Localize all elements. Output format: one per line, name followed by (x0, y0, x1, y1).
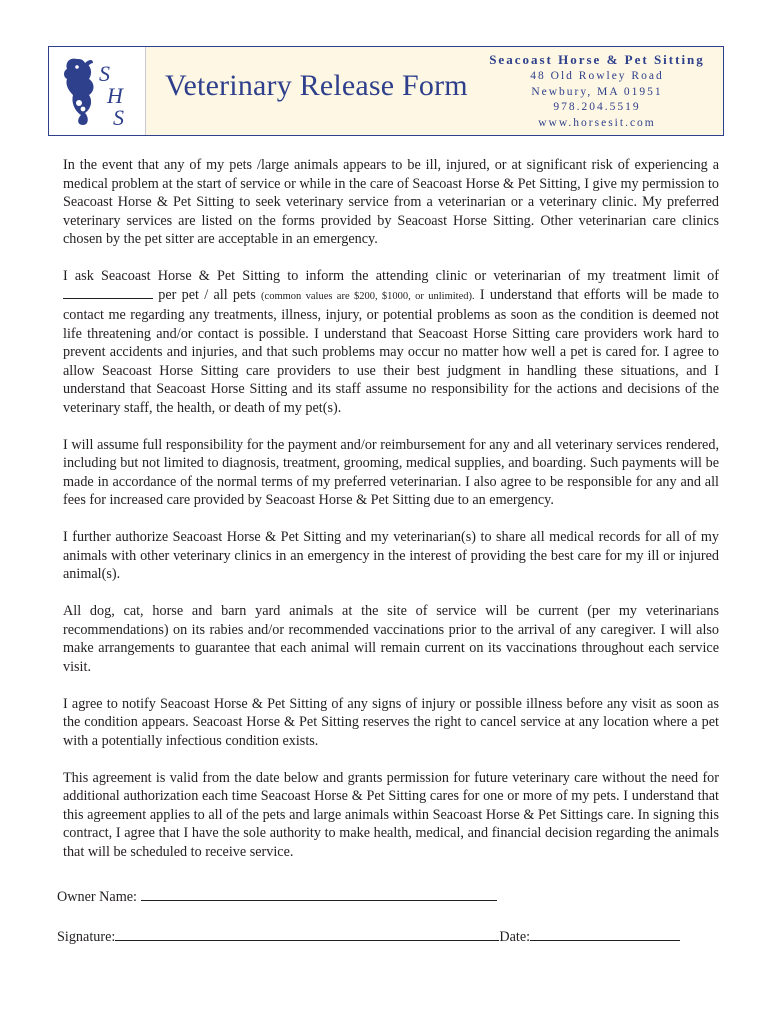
signature-row (57, 926, 680, 946)
treatment-limit-note: (common values are $200, $1000, or unlimited). (261, 290, 475, 302)
date-field[interactable] (530, 926, 680, 941)
paragraph-treatment-limit (63, 267, 719, 417)
contact-block (477, 51, 717, 131)
letterhead (48, 46, 724, 136)
phone-number: 978.204.5519 (553, 101, 641, 113)
paragraph-vaccinations: All dog, cat, horse and barn yard animals at the site of service will be current (per my veterinarians recommendations) on its rabies and/or recommended vaccinations prior to the arrival of any caregiver. I will also make arrangements to guarantee that each animal will remain current on its vaccinations throughout each service visit. (63, 603, 719, 675)
paragraph-payment: I will assume full responsibility for the payment and/or reimbursement for any and all veterinary services rendered, including but not limited to diagnosis, treatment, grooming, medical supplies, and boarding. Such payments will be made in accordance of the normal terms of my preferred veterinarian. I also agree to be responsible for any and all fees for increased care provided by Seacoast Horse & Pet Sitting due to an emergency. (63, 436, 719, 508)
website-link[interactable]: www.horsesit.com (538, 116, 656, 129)
form-body (63, 156, 719, 880)
svg-text:S: S (99, 61, 110, 86)
date-label: Date: (499, 929, 531, 945)
address-line-2: Newbury, MA 01951 (531, 85, 663, 98)
paragraph-validity: This agreement is valid from the date below and grants permission for future veterinary care without the need for additional authorization each time Seacoast Horse & Pet Sitting cares for one or more of my pets. I understand that this agreement applies to all of the pets and large animals within Seacoast Horse & Pet Sittings care. In signing this contract, I agree that I have the sole authority to make health, medical, and financial decision regarding the animals that will be scheduled to receive service. (63, 769, 719, 860)
address-line-1: 48 Old Rowley Road (530, 70, 664, 82)
owner-name-field[interactable] (141, 886, 497, 901)
paragraph-notification: I agree to notify Seacoast Horse & Pet Sitting of any signs of injury or possible illness before any visit as soon as the condition appears. Seacoast Horse & Pet Sitting reserves the right to cancel service at any location where a pet with a potentially infectious condition exists. (63, 695, 719, 749)
owner-name-row (57, 886, 497, 906)
paragraph-emergency-care: In the event that any of my pets /large animals appears to be ill, injured, or at significant risk of experiencing a medical problem at the start of service or while in the care of Seacoast Horse & Pet Sitting, I give my permission to Seacoast Horse & Pet Sitting to seek veterinary service from a veterinarian or a veterinary clinic. My preferred veterinary services are listed on the forms provided by Seacoast Horse Sitting. Other veterinarian care clinics chosen by the pet sitter are acceptable in an emergency. (63, 157, 719, 247)
treatment-limit-blank[interactable] (63, 286, 153, 299)
signature-label: Signature: (57, 929, 116, 945)
treatment-limit-rest: I understand that efforts will be made to contact me regarding any treatments, illness, injury, or potential problems as soon as the condition is deemed not life threatening and/or contact is possible. I understand that Seacoast Horse Sitting care providers work hard to prevent accidents and injuries, and that such problems may occur no matter how well a pet is cared for. I agree to allow Seacoast Horse Sitting care providers to use their best judgment in handling these situations, and I understand that Seacoast Horse Sitting and its staff assume no responsibility for the actions and decisions of the veterinary staff, the health, or death of my pet(s). (63, 286, 719, 416)
signature-field[interactable] (115, 926, 499, 941)
company-name: Seacoast Horse & Pet Sitting (489, 52, 705, 67)
logo (49, 47, 146, 135)
treatment-limit-unit: per pet / all pets (153, 286, 262, 303)
paragraph-records: I further authorize Seacoast Horse & Pet Sitting and my veterinarian(s) to share all medical records for all of my animals with other veterinary clinics in an emergency in the interest of providing the best care for my ill or injured animal(s). (63, 529, 719, 582)
form-title: Veterinary Release Form (165, 69, 468, 102)
treatment-limit-intro: I ask Seacoast Horse & Pet Sitting to inform the attending clinic or veterinarian of my treatment limit of (63, 268, 719, 284)
svg-text:S: S (113, 105, 124, 130)
svg-text:H: H (107, 83, 123, 108)
seahorse-logo-icon (55, 51, 139, 131)
owner-name-label: Owner Name: (57, 889, 137, 905)
